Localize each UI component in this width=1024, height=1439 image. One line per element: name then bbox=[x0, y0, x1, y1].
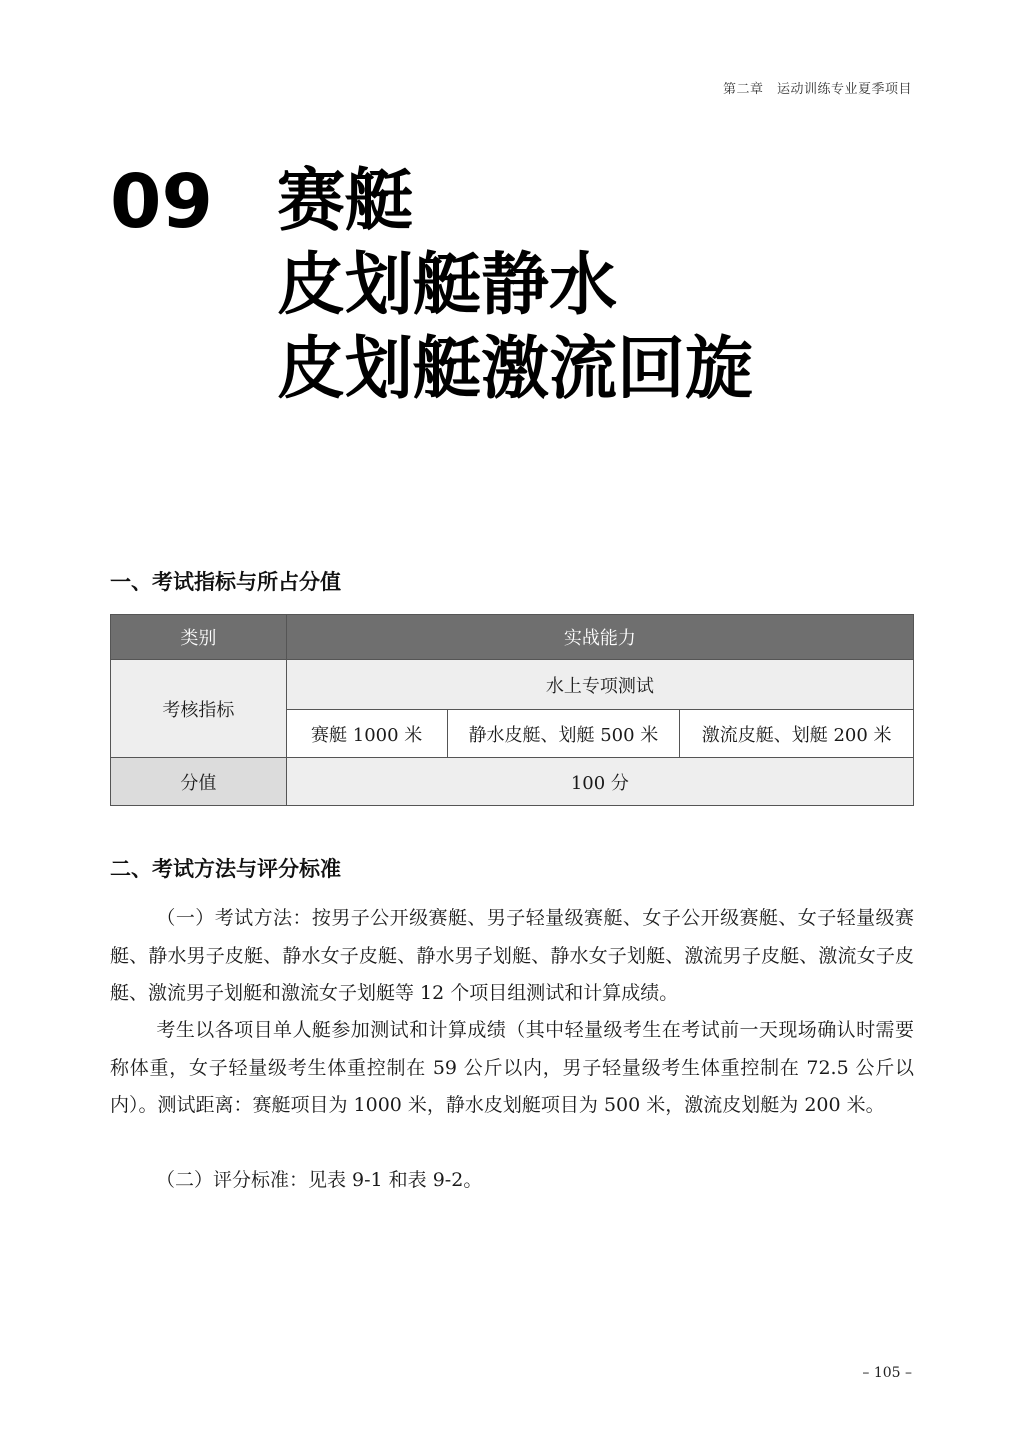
table-header-row bbox=[111, 615, 914, 660]
chapter-title-block bbox=[110, 160, 910, 420]
paragraph-distance bbox=[110, 1012, 914, 1125]
table-row bbox=[111, 758, 914, 806]
chapter-title-rowing: 赛艇 bbox=[277, 162, 414, 241]
paragraph-scoring-text: （二）评分标准：见表 9-1 和表 9-2。 bbox=[156, 1169, 483, 1191]
running-head: 第二章 运动训练专业夏季项目 bbox=[722, 82, 912, 97]
paragraph-scoring bbox=[110, 1162, 914, 1200]
page-number: – 105 – bbox=[862, 1365, 912, 1381]
score-value-cell: 100 分 bbox=[286, 758, 913, 806]
chapter-title-slalom: 皮划艇激流回旋 bbox=[277, 330, 754, 409]
score-label-cell: 分值 bbox=[111, 758, 287, 806]
chapter-number: 09 bbox=[110, 159, 213, 245]
item-cell-slalom: 激流皮艇、划艇 200 米 bbox=[680, 710, 914, 758]
section-heading-methods: 二、考试方法与评分标准 bbox=[110, 856, 341, 881]
header-ability: 实战能力 bbox=[286, 615, 913, 660]
table-row bbox=[111, 660, 914, 710]
item-cell-rowing: 赛艇 1000 米 bbox=[286, 710, 447, 758]
item-cell-flatwater: 静水皮艇、划艇 500 米 bbox=[447, 710, 680, 758]
paragraph-method bbox=[110, 900, 914, 1013]
header-category: 类别 bbox=[111, 615, 287, 660]
section-heading-indicators: 一、考试指标与所占分值 bbox=[110, 569, 341, 594]
group-cell: 水上专项测试 bbox=[286, 660, 913, 710]
chapter-title-flatwater: 皮划艇静水 bbox=[277, 246, 618, 325]
paragraph-method-text: （一）考试方法：按男子公开级赛艇、男子轻量级赛艇、女子公开级赛艇、女子轻量级赛艇、静水男子皮艇、静水女子皮艇、静水男子划艇、静水女子划艇、激流男子皮艇、激流女子皮艇、激流男子划艇和激流女子划艇等 12 个项目组测试和计算成绩。 bbox=[110, 907, 914, 1004]
paragraph-distance-text: 考生以各项目单人艇参加测试和计算成绩（其中轻量级考生在考试前一天现场确认时需要称体重，女子轻量级考生体重控制在 59 公斤以内，男子轻量级考生体重控制在 72.5 公斤以内）。测试距离：赛艇项目为 1000 米，静水皮划艇项目为 500 米，激流皮划艇为 200 米。 bbox=[110, 1019, 914, 1116]
indicator-score-table bbox=[110, 614, 914, 806]
chapter-titles bbox=[277, 160, 753, 412]
indicator-label-cell: 考核指标 bbox=[111, 660, 287, 758]
